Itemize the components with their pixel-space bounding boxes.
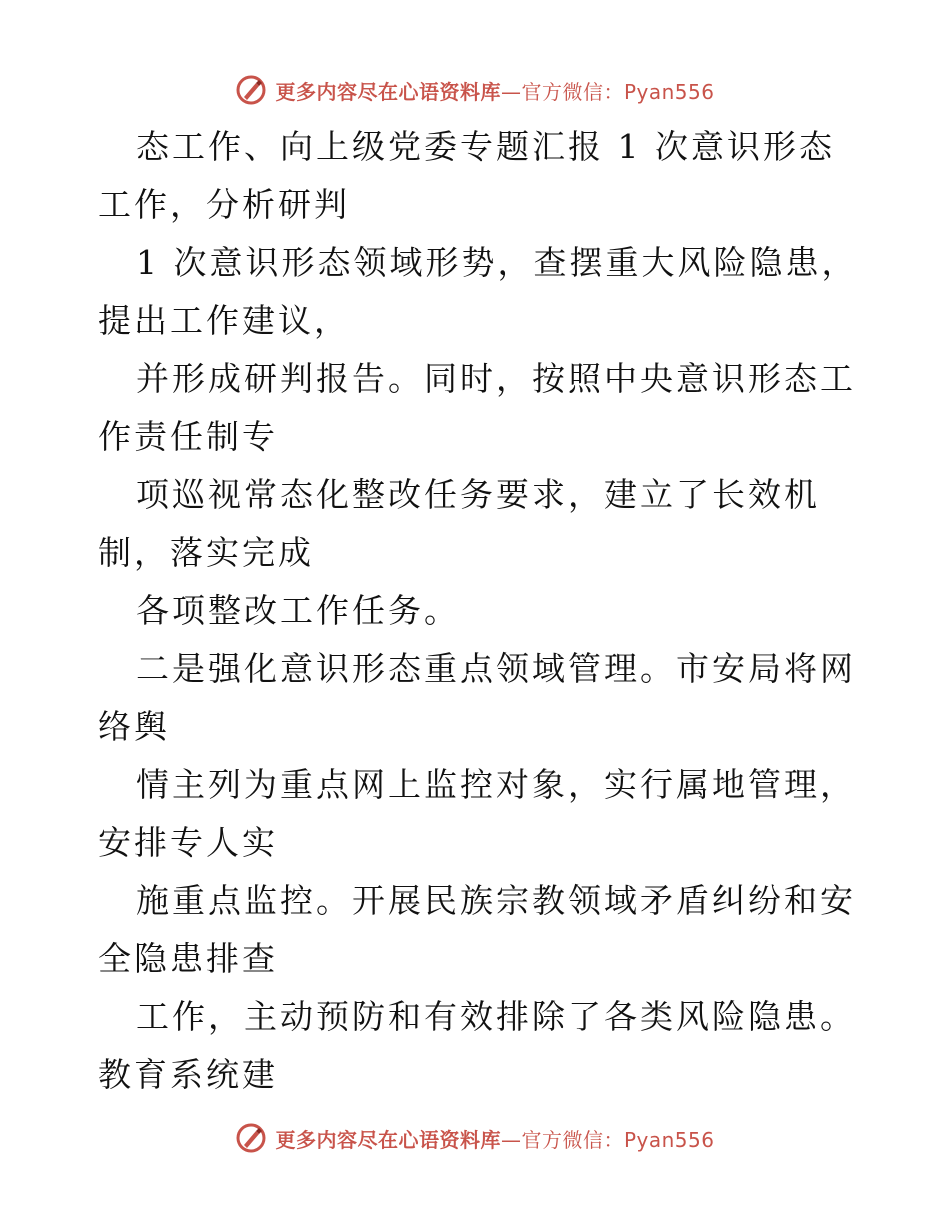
paragraph-4: 项巡视常态化整改任务要求，建立了长效机制，落实完成 bbox=[98, 475, 820, 572]
pen-circle-logo-icon bbox=[235, 74, 267, 106]
paragraph-8: 施重点监控。开展民族宗教领域矛盾纠纷和安全隐患排查 bbox=[98, 881, 856, 978]
paragraph-3: 并形成研判报告。同时，按照中央意识形态工作责任制专 bbox=[98, 359, 856, 456]
watermark-wechat: 官方微信：Pyan556 bbox=[521, 1127, 715, 1152]
watermark-separator: — bbox=[500, 1127, 522, 1152]
watermark-text bbox=[275, 1124, 714, 1153]
paragraph-9: 工作，主动预防和有效排除了各类风险隐患。教育系统建 bbox=[98, 997, 856, 1094]
paragraph-1: 态工作、向上级党委专题汇报 1 次意识形态工作，分析研判 bbox=[98, 127, 835, 224]
paragraph-7: 情主列为重点网上监控对象，实行属地管理，安排专人实 bbox=[98, 765, 856, 862]
watermark-wechat: 官方微信：Pyan556 bbox=[521, 79, 715, 104]
paragraph-5: 各项整改工作任务。 bbox=[136, 591, 460, 630]
watermark-site: 更多内容尽在心语资料库 bbox=[275, 79, 501, 104]
paragraph-6: 二是强化意识形态重点领域管理。市安局将网络舆 bbox=[98, 649, 856, 746]
pen-circle-logo-icon bbox=[235, 1122, 267, 1154]
footer-watermark bbox=[0, 1118, 950, 1158]
watermark-text bbox=[275, 76, 714, 105]
header-watermark bbox=[0, 70, 950, 110]
watermark-separator: — bbox=[500, 79, 522, 104]
paragraph-2: 1 次意识形态领域形势，查摆重大风险隐患，提出工作建议， bbox=[98, 243, 858, 340]
document-body bbox=[98, 118, 858, 1104]
watermark-site: 更多内容尽在心语资料库 bbox=[275, 1127, 501, 1152]
